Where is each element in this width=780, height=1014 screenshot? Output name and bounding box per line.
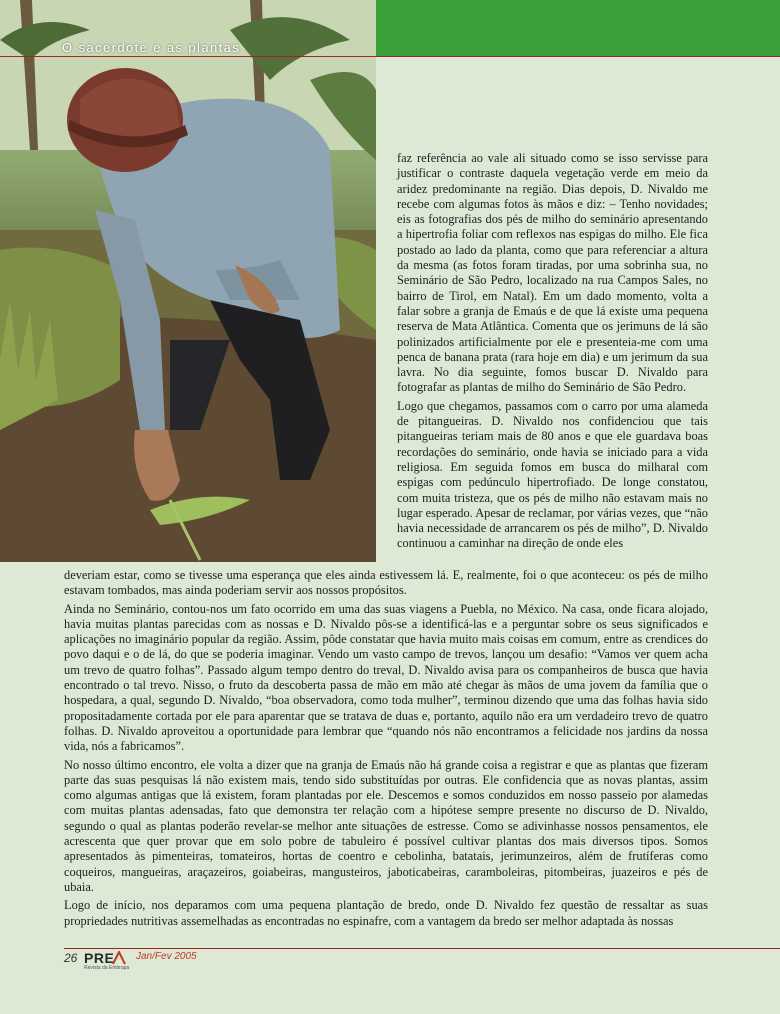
paragraph: faz referência ao vale ali situado como se isso servisse para justificar o contraste daquela vegetação verde em meio da aridez predominante na região. Dias depois, D. Nivaldo me recebe com algumas fotos às mãos e diz: – Tenho novidades; eis as fotografias dos pés de milho do seminário apresentando a hipertrofia foliar com reflexos nas espigas do milho. Ele fica postado ao lado da planta, como que para referenciar a altura da mesma (as fotos foram tiradas, por uma sobrinha sua, no Seminário de São Pedro, localizado na rua Campos Sales, no bairro de Tirol, em Natal). Em um dado momento, volta a falar sobre a granja de Emaús e de que lá existe uma pequena reserva de Mata Atlântica. Comenta que os jerimuns de lá são polinizados artificialmente por ele e presenteia-me com uma penca de banana prata (rara hoje em dia) e um jerimum da sua lavra. No dia seguinte, fomos buscar D. Nivaldo para fotografar as plantas de milho do Seminário de São Pedro. [397,151,708,395]
article-photo [0,0,376,562]
footer-rule [64,948,780,949]
article-full-width [64,568,708,929]
header-rule [0,56,780,57]
paragraph: Logo que chegamos, passamos com o carro por uma alameda de pitangueiras. D. Nivaldo nos confidenciou que tais pitangueiras teriam mais de 80 anos e que ele guardava boas recordações do seminário, onde havia se iniciado para a vida religiosa. Em seguida fomos em busca do milharal com espigas com pedúnculo hipertrofiado. De longe constatou, com muita tristeza, que os pés de milho não estavam mais no lugar esperado. Apesar de reclamar, por várias vezes, que “não havia necessidade de arrancarem os pés de milho”, D. Nivaldo continuou a caminhar na direção de onde eles [397,398,708,551]
article-right-column [397,151,708,552]
issue-date: Jan/Fev 2005 [136,951,197,962]
header-accent-bar [376,0,780,56]
section-title: O sacerdote e as plantas [62,40,241,55]
logo-triangle-icon [112,951,126,965]
paragraph: Logo de início, nos deparamos com uma pequena plantação de bredo, onde D. Nivaldo fez questão de ressaltar as suas propriedades nutritivas assemelhadas as encontradas no espinafre, com a vantagem da bredo ser melhor adaptada às nossas [64,898,708,928]
magazine-logo: PRE [84,950,115,966]
paragraph: deveriam estar, como se tivesse uma esperança que eles ainda estivessem lá. E, realmente, foi o que aconteceu: os pés de milho estavam tombados, mas ainda poderiam servir aos nossos propósitos. [64,568,708,598]
page-footer [64,950,324,972]
magazine-logo-subtitle: Revista da Embrapa [84,965,130,971]
paragraph: No nosso último encontro, ele volta a dizer que na granja de Emaús não há grande coisa a registrar e que as plantas que fizeram parte das suas pesquisas lá não existem mais, tendo sido substituídas por outras. Ele confidencia que as novas plantas, assim como algumas antigas que lá existem, foram plantadas por ele. Descemos e somos conduzidos em nosso passeio por alamedas com muitas plantas adensadas, fato que demonstra ter relação com a hipótese sempre presente no discurso de D. Nivaldo, segundo o qual as plantas poderão revelar-se melhor ante situações de estresse. Como se adivinhasse nossos pensamentos, ele acrescenta que quer provar que em solo pobre de tabuleiro é possível cultivar plantas dos mais diversos tipos. Somos apresentados às pimenteiras, tomateiros, hortas de coentro e cebolinha, batatais, jerimunzeiros, além de frutíferas como coqueiros, mangueiras, araçazeiros, goiabeiras, mangusteiros, jaboticabeiras, caramboleiras, pitombeiras, juazeiros e pés de ubaia. [64,757,708,894]
page-number: 26 [64,951,78,965]
paragraph: Ainda no Seminário, contou-nos um fato ocorrido em uma das suas viagens a Puebla, no México. Na casa, onde ficara alojado, havia muitas plantas parecidas com as nossas e D. Nivaldo pôs-se a identificá-las e a perguntar sobre os seus significados e aplicações no imaginário popular da região. Assim, pôde constatar que havia muito mais coisas em comum, entre as crendices do povo daqui e o de lá, do que se poderia imaginar. Vendo um vasto campo de trevos, lançou um desafio: “Vamos ver quem acha um trevo de quatro folhas”. Passado algum tempo dentro do treval, D. Nivaldo avisa para os companheiros de busca que havia encontrado o tal trevo. Nisso, o fruto da descoberta passa de mão em mão até chegar às mãos de uma jovem da família que o hospedara, a qual, segundo D. Nivaldo, “boa observadora, como toda mulher”, terminou dizendo que uma das folhas havia sido propositadamente cortada por ele para aparentar que se tratava de duas e, portanto, aquilo não era um verdadeiro trevo de quatro folhas. D. Nivaldo aproveitou a oportunidade para lembrar que “quando nós não encontramos a felicidade nos jardins da nossa vida, nós a fabricamos”. [64,601,708,754]
man-planting-photo-icon [0,0,376,562]
